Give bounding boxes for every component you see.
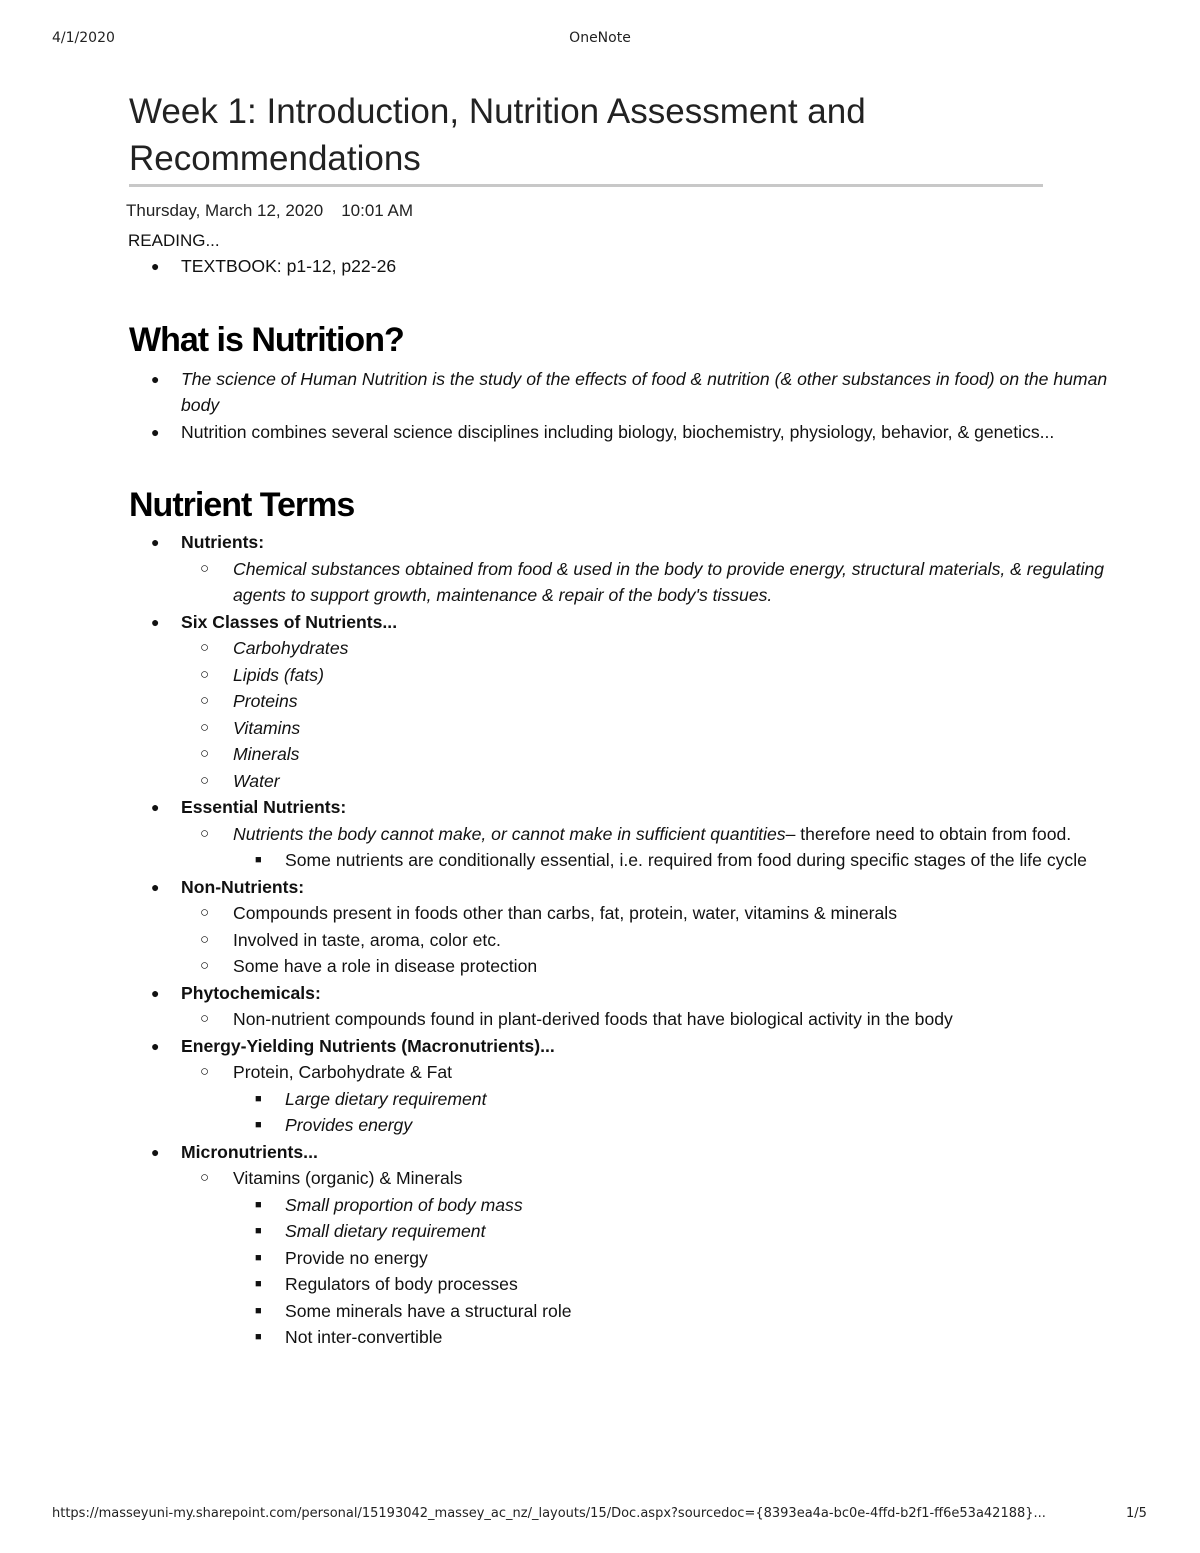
list-item: ○ Lipids (fats)	[181, 662, 1129, 689]
circle-bullet-icon: ○	[200, 718, 210, 736]
square-bullet-icon: ■	[255, 1119, 262, 1131]
square-bullet-icon: ■	[255, 854, 262, 866]
term-essential-nutrients: ● Essential Nutrients: ○ Nutrients the body cannot make, or cannot make in sufficient quantities– therefore need to obtain from food. ■ Some nutrients are conditionally essential, i.e. required from food during specific stages of the life cycle	[129, 794, 1129, 874]
list-item: ■ Small dietary requirement	[233, 1218, 1129, 1245]
term-energy-yielding: ● Energy-Yielding Nutrients (Macronutrients)... ○ Protein, Carbohydrate & Fat ■ Large dietary requirement ■ Provides energy	[129, 1033, 1129, 1139]
circle-bullet-icon: ○	[200, 957, 210, 974]
bullet-icon: ●	[151, 878, 160, 895]
page-timestamp	[126, 199, 1129, 223]
square-bullet-icon: ■	[255, 1331, 262, 1343]
list-item: ● Nutrition combines several science disciplines including biology, biochemistry, physiology, behavior, & genetics...	[129, 419, 1129, 446]
list-item: ○ Involved in taste, aroma, color etc.	[181, 927, 1129, 954]
page-title: Week 1: Introduction, Nutrition Assessment and Recommendations	[129, 88, 1043, 187]
bullet-icon: ●	[151, 370, 160, 387]
list-item: ■ Large dietary requirement	[233, 1086, 1129, 1113]
list-item: ■ Regulators of body processes	[233, 1271, 1129, 1298]
circle-bullet-icon: ○	[200, 824, 210, 842]
term-micronutrients: ● Micronutrients... ○ Vitamins (organic) & Minerals ■ Small proportion of body mass ■ Small dietary requirement ■ Provide no energy ■ Regulators of body processes ■ Some minerals have a structural role ■ Not inter-convertible	[129, 1139, 1129, 1351]
term-six-classes: ● Six Classes of Nutrients... ○ Carbohydrates ○ Lipids (fats) ○ Proteins ○ Vitamins ○ Minerals ○ Water	[129, 609, 1129, 795]
term-nutrients: ● Nutrients: ○ Chemical substances obtained from food & used in the body to provide energy, structural materials, & regulating agents to support growth, maintenance & repair of the body's tissues.	[129, 529, 1129, 609]
print-url: https://masseyuni-my.sharepoint.com/personal/15193042_massey_ac_nz/_layouts/15/Doc.aspx?sourcedoc={8393ea4a-bc0e-4ffd-b2f1-ff6e53a42188}...	[52, 1506, 1046, 1521]
reading-label: READING...	[128, 231, 220, 250]
square-bullet-icon: ■	[255, 1278, 262, 1290]
print-date: 4/1/2020	[52, 30, 115, 46]
list-item: ○ Non-nutrient compounds found in plant-derived foods that have biological activity in the body	[181, 1006, 1129, 1033]
list-item: ○ Carbohydrates	[181, 635, 1129, 662]
circle-bullet-icon: ○	[200, 1063, 210, 1080]
page-content	[126, 88, 1129, 1351]
bullet-icon: ●	[151, 534, 160, 550]
circle-bullet-icon: ○	[200, 745, 210, 762]
term-phytochemicals: ● Phytochemicals: ○ Non-nutrient compounds found in plant-derived foods that have biological activity in the body	[129, 980, 1129, 1033]
list-item: ■ Provides energy	[233, 1112, 1129, 1139]
bullet-icon: ●	[151, 1143, 160, 1160]
section-heading-nutrient-terms: Nutrient Terms	[129, 486, 355, 524]
nutrition-list	[129, 366, 1129, 446]
list-item: ● The science of Human Nutrition is the study of the effects of food & nutrition (& other substances in food) on the human body	[129, 366, 1129, 419]
bullet-icon: ●	[151, 258, 160, 274]
bullet-icon: ●	[151, 1037, 160, 1054]
list-item: ■ Provide no energy	[233, 1245, 1129, 1272]
list-item: ○ Nutrients the body cannot make, or cannot make in sufficient quantities– therefore need to obtain from food. ■ Some nutrients are conditionally essential, i.e. required from food during specific stages of the life cycle	[181, 821, 1129, 874]
list-item: ○ Vitamins	[181, 715, 1129, 742]
bullet-icon: ●	[151, 799, 160, 815]
reading-list	[129, 253, 1129, 280]
list-item: ■ Some minerals have a structural role	[233, 1298, 1129, 1325]
bullet-icon: ●	[151, 423, 160, 440]
list-item: ○ Compounds present in foods other than carbs, fat, protein, water, vitamins & minerals	[181, 900, 1129, 927]
square-bullet-icon: ■	[255, 1198, 262, 1211]
section-heading-what-is-nutrition: What is Nutrition?	[129, 320, 404, 359]
square-bullet-icon: ■	[255, 1251, 262, 1264]
circle-bullet-icon: ○	[200, 639, 210, 656]
list-item: ○ Some have a role in disease protection	[181, 953, 1129, 980]
print-app-name: OneNote	[569, 30, 631, 46]
circle-bullet-icon: ○	[200, 930, 210, 948]
list-item: ○ Minerals	[181, 741, 1129, 768]
circle-bullet-icon: ○	[200, 771, 210, 789]
square-bullet-icon: ■	[255, 1304, 262, 1317]
list-item: ○ Chemical substances obtained from food & used in the body to provide energy, structural materials, & regulating agents to support growth, maintenance & repair of the body's tissues.	[181, 556, 1129, 609]
list-item: ○ Protein, Carbohydrate & Fat ■ Large dietary requirement ■ Provides energy	[181, 1059, 1129, 1139]
list-item: ○ Proteins	[181, 688, 1129, 715]
page-number: 1/5	[1126, 1506, 1147, 1521]
circle-bullet-icon: ○	[200, 665, 210, 683]
circle-bullet-icon: ○	[200, 1169, 210, 1186]
circle-bullet-icon: ○	[200, 559, 210, 577]
circle-bullet-icon: ○	[200, 904, 210, 921]
list-item: ○ Vitamins (organic) & Minerals ■ Small proportion of body mass ■ Small dietary requirement ■ Provide no energy ■ Regulators of body processes ■ Some minerals have a structural role ■ Not inter-convertible	[181, 1165, 1129, 1351]
nutrient-terms-list	[129, 529, 1129, 1351]
bullet-icon: ●	[151, 613, 160, 630]
bullet-icon: ●	[151, 984, 160, 1001]
list-item: ○ Water	[181, 768, 1129, 795]
list-item: ■ Some nutrients are conditionally essential, i.e. required from food during specific stages of the life cycle	[233, 847, 1129, 874]
page-date: Thursday, March 12, 2020	[126, 201, 324, 220]
list-item: ■ Small proportion of body mass	[233, 1192, 1129, 1219]
circle-bullet-icon: ○	[200, 1010, 210, 1027]
square-bullet-icon: ■	[255, 1092, 262, 1105]
list-item: ● TEXTBOOK: p1-12, p22-26	[129, 253, 1129, 280]
page-time: 10:01 AM	[341, 201, 414, 220]
circle-bullet-icon: ○	[200, 692, 210, 709]
term-non-nutrients: ● Non-Nutrients: ○ Compounds present in foods other than carbs, fat, protein, water, vitamins & minerals ○ Involved in taste, aroma, color etc. ○ Some have a role in disease protection	[129, 874, 1129, 980]
square-bullet-icon: ■	[255, 1225, 262, 1237]
list-item: ■ Not inter-convertible	[233, 1324, 1129, 1351]
